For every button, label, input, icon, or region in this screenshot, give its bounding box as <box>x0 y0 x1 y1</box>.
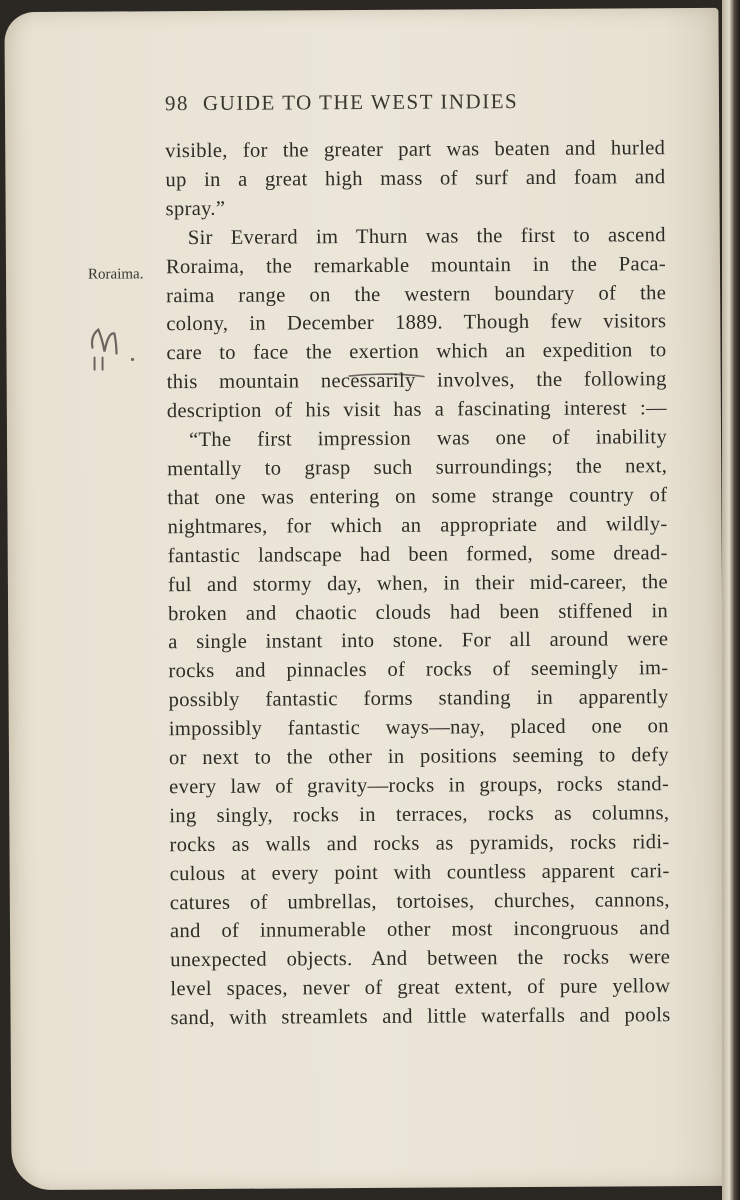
text-line: nightmares, for which an appropriate and wildly- <box>167 512 668 538</box>
text-line: impossibly fantastic ways—nay, placed one on <box>168 715 669 741</box>
text-line: every law of gravity—rocks in groups, rocks stand- <box>169 773 670 799</box>
text-line: that one was entering on some strange country of <box>167 484 668 510</box>
running-title: GUIDE TO THE WEST INDIES <box>202 89 519 115</box>
text-line: mentally to grasp such surroundings; the next, <box>167 455 668 481</box>
text-line: spray.” <box>165 197 226 221</box>
margin-note-roraima: Roraima. <box>87 266 144 283</box>
text-line: fantastic landscape had been formed, some dread- <box>167 541 668 567</box>
text-line: or next to the other in positions seeming to defy <box>168 744 670 770</box>
text-line: description of his visit has a fascinating interest :— <box>166 397 667 423</box>
book-spine-edge <box>722 0 740 1200</box>
body-text <box>165 134 670 1033</box>
text-line: level spaces, never of great extent, of pure yellow <box>170 975 671 1001</box>
text-line: possibly fantastic forms standing in apparently <box>168 686 669 712</box>
book-page <box>4 8 725 1190</box>
text-line: this mountain necessarily involves, the following <box>166 368 667 394</box>
text-line: up in a great high mass of surf and foam and <box>165 166 666 192</box>
text-line: broken and chaotic clouds had been stiffened in <box>168 599 669 625</box>
text-line: rocks and pinnacles of rocks of seemingly im- <box>168 657 669 683</box>
text-line: raima range on the western boundary of the <box>166 281 667 307</box>
page-number: 98 <box>164 91 190 116</box>
text-line: culous at every point with countless apparent cari- <box>169 859 670 885</box>
text-line: visible, for the greater part was beaten and hurled <box>165 137 666 163</box>
text-line: ing singly, rocks in terraces, rocks as columns, <box>169 801 670 828</box>
running-header <box>165 88 635 116</box>
text-line: sand, with streamlets and little waterfalls and pools <box>170 1004 671 1030</box>
text-line: and of innumerable other most incongruous and <box>169 917 671 943</box>
pencil-mark-icon <box>84 317 144 377</box>
text-line: a single instant into stone. For all around were <box>168 628 669 654</box>
text-line: care to face the exertion which an expedition to <box>166 339 667 365</box>
text-line: ful and stormy day, when, in their mid-career, the <box>167 570 668 596</box>
text-line: Roraima, the remarkable mountain in the Paca- <box>165 252 667 278</box>
text-line: colony, in December 1889. Though few visitors <box>166 310 667 336</box>
text-line: catures of umbrellas, tortoises, churches, cannons, <box>169 888 670 914</box>
text-line: rocks as walls and rocks as pyramids, rocks ridi- <box>169 830 670 856</box>
text-line: unexpected objects. And between the rocks were <box>170 946 671 972</box>
text-line: “The first impression was one of inability <box>188 426 668 452</box>
text-line: Sir Everard im Thurn was the first to ascend <box>187 223 666 249</box>
